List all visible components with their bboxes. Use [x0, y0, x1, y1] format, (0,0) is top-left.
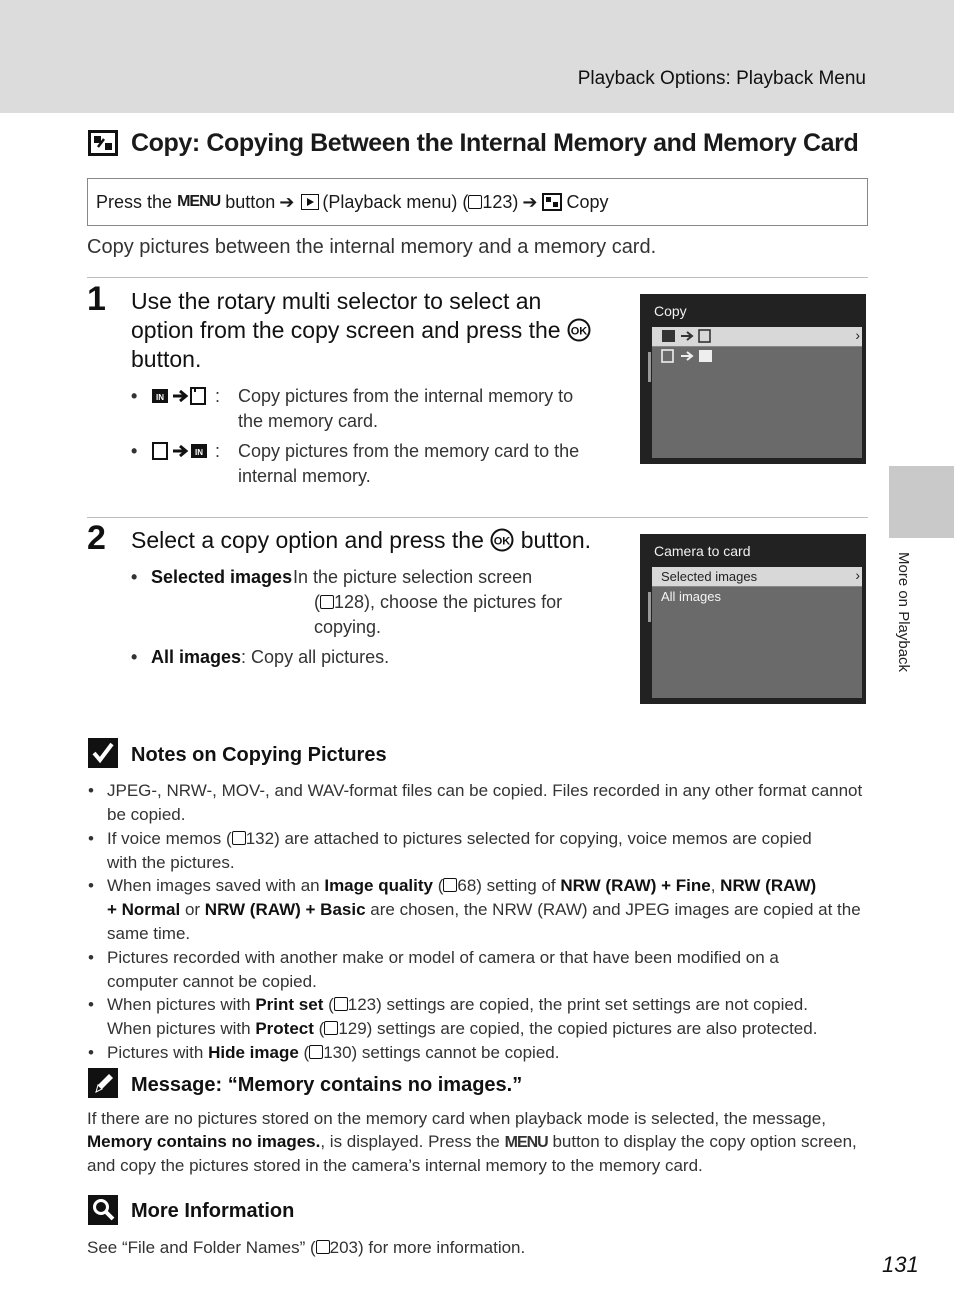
arrow-icon: ➔: [279, 191, 295, 212]
page-reference-icon: [309, 1045, 323, 1059]
screen-title: Copy: [654, 303, 687, 319]
title-row: [88, 126, 868, 160]
arrow-icon: ➔: [522, 191, 538, 212]
menu-option-card-to-internal[interactable]: [652, 346, 862, 365]
scrollbar: [648, 352, 651, 382]
svg-text:IN: IN: [156, 393, 164, 402]
menu-option-internal-to-card[interactable]: [652, 327, 862, 346]
divider: [87, 277, 868, 278]
page-title: Copy: Copying Between the Internal Memory and Memory Card: [131, 128, 859, 157]
menu-option-all-images[interactable]: All images: [652, 586, 862, 605]
divider: [87, 517, 868, 518]
screen-title: Camera to card: [654, 543, 751, 559]
side-tab-label: More on Playback: [895, 552, 912, 673]
notes-heading: Notes on Copying Pictures: [131, 744, 387, 766]
internal-to-card-icon: [151, 386, 215, 413]
page-reference-icon: [334, 997, 348, 1011]
camera-screen-copy: [640, 294, 866, 464]
page-reference-icon: [324, 1021, 338, 1035]
header-band: [0, 0, 954, 113]
step-number: 2: [87, 519, 106, 557]
step-number: 1: [87, 280, 106, 318]
scrollbar: [648, 592, 651, 622]
playback-icon: [301, 194, 319, 210]
page-reference-icon: [232, 831, 246, 845]
message-heading: Message: “Memory contains no images.”: [131, 1074, 523, 1096]
more-info-body: See “File and Folder Names” ( 203) for more information.: [87, 1238, 526, 1257]
ok-button-icon: [567, 318, 591, 342]
section-title: Playback Options: Playback Menu: [577, 68, 866, 89]
page-reference-icon: [316, 1240, 330, 1254]
camera-screen-camera-to-card: [640, 534, 866, 704]
svg-text:OK: OK: [570, 325, 588, 338]
menu-option-selected-images[interactable]: Selected images ›: [652, 567, 862, 586]
page-reference-icon: [468, 195, 482, 209]
menu-button-glyph: MENU: [504, 1134, 548, 1151]
step-instruction: Use the rotary multi selector to select an option from the copy screen and press the OK button.: [131, 287, 591, 374]
pencil-icon: [88, 1068, 118, 1098]
more-info-heading: More Information: [131, 1200, 295, 1222]
page-number: 131: [882, 1252, 919, 1277]
step-instruction: Select a copy option and press the OK button.: [131, 527, 592, 553]
ok-button-icon: [490, 528, 514, 552]
page-reference-icon: [320, 595, 334, 609]
copy-icon: [542, 193, 562, 211]
checkmark-icon: [88, 738, 118, 768]
menu-path: Press the MENU button ➔ (Playback menu) ( 123) ➔ Copy: [87, 178, 868, 226]
copy-icon: [88, 130, 118, 156]
magnifier-icon: [88, 1195, 118, 1225]
intro-text: Copy pictures between the internal memory and a memory card.: [87, 236, 657, 258]
card-to-internal-icon: [151, 441, 215, 468]
side-tab: [889, 466, 954, 538]
page-reference-icon: [443, 878, 457, 892]
svg-text:IN: IN: [195, 448, 203, 457]
menu-button-glyph: MENU: [177, 193, 221, 210]
message-body: If there are no pictures stored on the memory card when playback mode is selected, the message, Memory contains no images., is displayed. Press the MENU button to display the copy option screen, and copy the pictures stored in the camera’s internal memory to the memory card.: [87, 1109, 857, 1175]
svg-text:OK: OK: [494, 535, 511, 548]
